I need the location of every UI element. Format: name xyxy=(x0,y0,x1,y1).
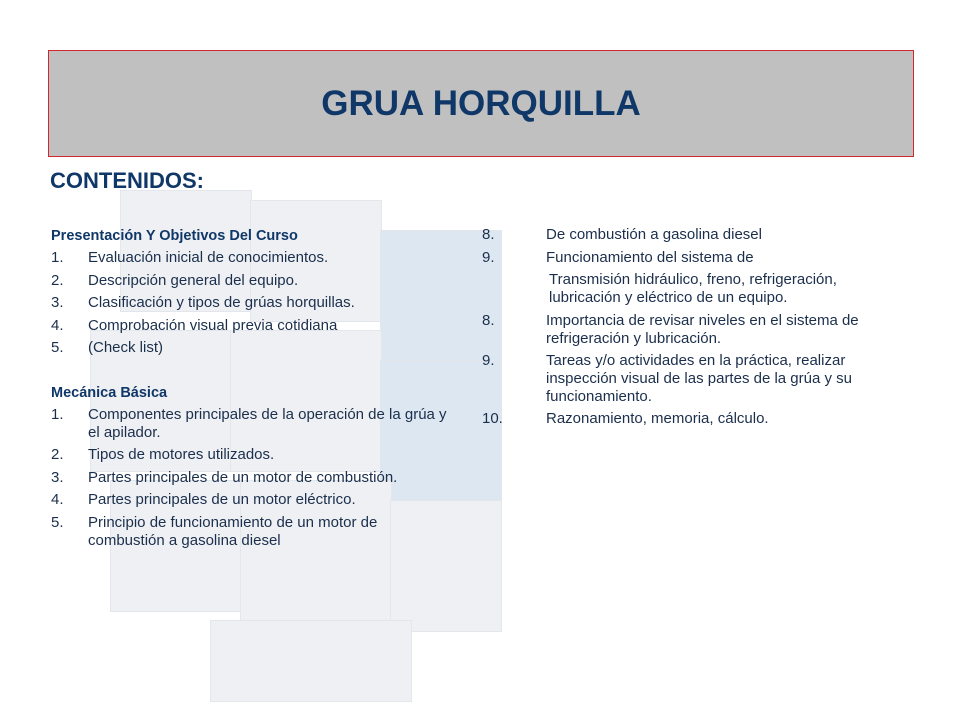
list-item: 1. Evaluación inicial de conocimientos. xyxy=(51,249,329,266)
slide-title: GRUA HORQUILLA xyxy=(321,83,641,123)
list-item: 1. Componentes principales de la operación de la grúa y el apilador. xyxy=(51,406,447,441)
section-heading-presentation: Presentación Y Objetivos Del Curso xyxy=(51,228,298,244)
title-banner xyxy=(48,50,914,157)
list-item: 8. Importancia de revisar niveles en el sistema de refrigeración y lubricación. xyxy=(482,312,859,347)
list-item: 5. Principio de funcionamiento de un motor de combustión a gasolina diesel xyxy=(51,514,378,549)
list-item: 9. Funcionamiento del sistema de xyxy=(482,249,754,266)
list-item: 3. Partes principales de un motor de combustión. xyxy=(51,469,398,486)
list-item: 3. Clasificación y tipos de grúas horquillas. xyxy=(51,294,355,311)
contents-heading: CONTENIDOS: xyxy=(50,168,204,193)
list-item: 2. Descripción general del equipo. xyxy=(51,272,299,289)
section-heading-mecanica: Mecánica Básica xyxy=(51,385,168,401)
list-item: 8. De combustión a gasolina diesel xyxy=(482,226,762,243)
list-item: 5. (Check list) xyxy=(51,339,164,356)
list-item: 4. Partes principales de un motor eléctrico. xyxy=(51,491,356,508)
list-item: 4. Comprobación visual previa cotidiana xyxy=(51,317,338,334)
list-item: 9. Tareas y/o actividades en la práctica, realizar inspección visual de las partes de la grúa y su funcionamiento. xyxy=(482,352,853,405)
list-item: Transmisión hidráulico, freno, refrigeración, lubricación y eléctrico de un equipo. xyxy=(549,271,837,306)
list-item: 10. Razonamiento, memoria, cálculo. xyxy=(482,410,769,427)
list-item: 2. Tipos de motores utilizados. xyxy=(51,446,275,463)
